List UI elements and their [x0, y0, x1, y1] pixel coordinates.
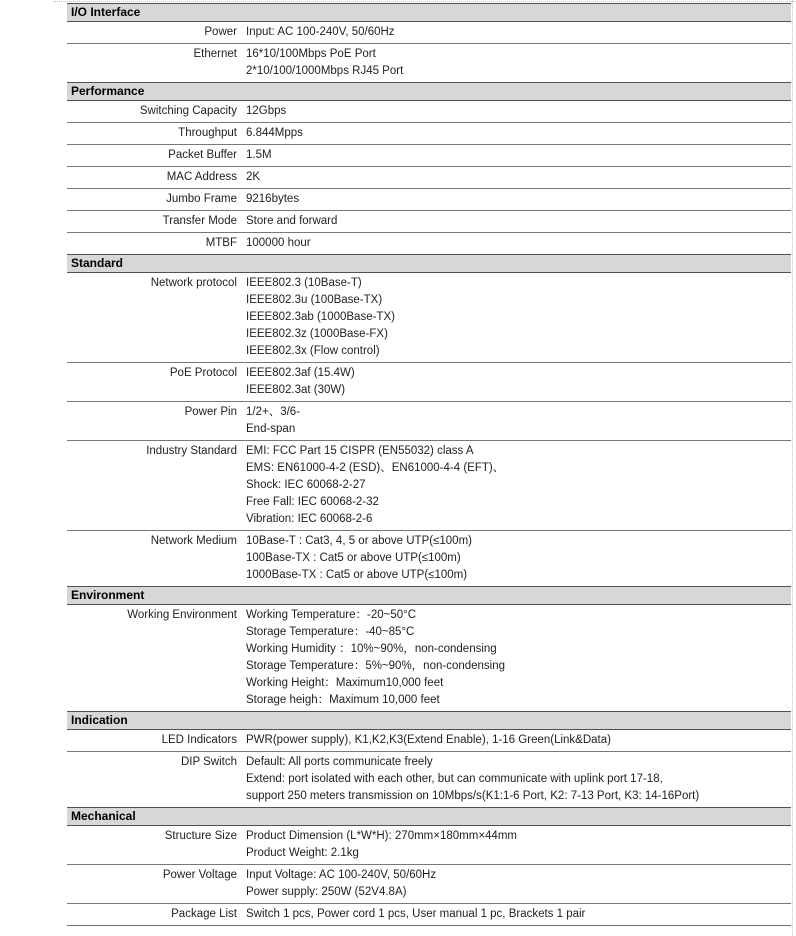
spec-values: [246, 147, 791, 164]
spec-value-line: Input: AC 100-240V, 50/60Hz: [246, 26, 395, 38]
spec-values: [246, 607, 791, 709]
spec-value-line: Working Temperature：-20~50°C: [246, 609, 417, 621]
spec-row-network-medium: [67, 531, 791, 586]
spec-label: Switching Capacity: [139, 105, 237, 117]
spec-values: [246, 533, 791, 584]
spec-label: MTBF: [205, 237, 237, 249]
section-header-indication: [67, 711, 791, 730]
spec-values: [246, 443, 791, 528]
spec-label: LED Indicators: [161, 734, 237, 746]
spec-row-switching-capacity: [67, 101, 791, 123]
section-header-mechanical: [67, 807, 791, 826]
spec-values: [246, 103, 791, 120]
section-title: Mechanical: [71, 809, 136, 823]
spec-value-line: Default: All ports communicate freely: [246, 756, 433, 768]
spec-label: Ethernet: [193, 48, 237, 60]
spec-value-line: Shock: IEC 60068-2-27: [246, 479, 366, 491]
spec-values: [246, 46, 791, 80]
spec-values: [246, 191, 791, 208]
spec-value-line: Free Fall: IEC 60068-2-32: [246, 496, 379, 508]
spec-row-mtbf: [67, 233, 791, 254]
page-top-gridline: [54, 1, 796, 2]
spec-value-line: PWR(power supply), K1,K2,K3(Extend Enable), 1-16 Green(Link&Data): [246, 734, 611, 746]
spec-row-packet-buffer: [67, 145, 791, 167]
spec-label: Working Environment: [127, 609, 237, 621]
section-rows-performance: [67, 101, 791, 254]
spec-label: Network protocol: [150, 277, 237, 289]
spec-value-line: support 250 meters transmission on 10Mbps/s(K1:1-6 Port, K2: 7-13 Port, K3: 14-16Port): [246, 790, 700, 802]
section-rows-indication: [67, 730, 791, 807]
spec-label: Network Medium: [150, 535, 237, 547]
spec-label: PoE Protocol: [169, 367, 237, 379]
spec-values: [246, 275, 791, 360]
spec-values: [246, 754, 791, 805]
spec-value-line: IEEE802.3ab (1000Base-TX): [246, 311, 395, 323]
spec-label: MAC Address: [166, 171, 237, 183]
spec-row-working-environment: [67, 605, 791, 711]
spec-value-line: IEEE802.3x (Flow control): [246, 345, 380, 357]
spec-value-line: IEEE802.3z (1000Base-FX): [246, 328, 388, 340]
section-title: I/O Interface: [71, 5, 141, 19]
spec-values: [246, 404, 791, 438]
spec-row-power-voltage: [67, 865, 791, 904]
spec-value-line: Vibration: IEC 60068-2-6: [246, 513, 373, 525]
spec-value-line: Power supply: 250W (52V4.8A): [246, 886, 407, 898]
spec-value-line: 1/2+、3/6-: [246, 406, 301, 418]
spec-value-line: 100000 hour: [246, 237, 311, 249]
spec-value-line: Working Humidity ：10%~90%，non-condensing: [246, 643, 497, 655]
spec-row-package-list: [67, 904, 791, 925]
spec-row-mac-address: [67, 167, 791, 189]
section-header-i-o-interface: [67, 3, 791, 22]
spec-label: Throughput: [178, 127, 237, 139]
spec-value-line: 100Base-TX : Cat5 or above UTP(≤100m): [246, 552, 461, 564]
spec-value-line: Switch 1 pcs, Power cord 1 pcs, User manual 1 pc, Brackets 1 pair: [246, 908, 586, 920]
spec-value-line: Storage heigh：Maximum 10,000 feet: [246, 694, 440, 706]
spec-value-line: 1.5M: [246, 149, 272, 161]
spec-row-network-protocol: [67, 273, 791, 363]
spec-value-line: IEEE802.3u (100Base-TX): [246, 294, 383, 306]
section-rows-standard: [67, 273, 791, 586]
section-header-performance: [67, 82, 791, 101]
spec-row-structure-size: [67, 826, 791, 865]
spec-value-line: 1000Base-TX : Cat5 or above UTP(≤100m): [246, 569, 468, 581]
spec-value-line: 9216bytes: [246, 193, 300, 205]
spec-label: Industry Standard: [146, 445, 237, 457]
spec-value-line: IEEE802.3 (10Base-T): [246, 277, 362, 289]
section-rows-environment: [67, 605, 791, 711]
spec-value-line: Extend: port isolated with each other, but can communicate with uplink port 17-18,: [246, 773, 663, 785]
spec-row-jumbo-frame: [67, 189, 791, 211]
spec-value-line: 2K: [246, 171, 261, 183]
spec-value-line: Input Voltage: AC 100-240V, 50/60Hz: [246, 869, 437, 881]
section-rows-mechanical: [67, 826, 791, 925]
spec-value-line: End-span: [246, 423, 296, 435]
spec-label: Structure Size: [164, 830, 237, 842]
spec-row-transfer-mode: [67, 211, 791, 233]
spec-row-poe-protocol: [67, 363, 791, 402]
section-title: Environment: [71, 588, 145, 602]
section-header-standard: [67, 254, 791, 273]
spec-value-line: 2*10/100/1000Mbps RJ45 Port: [246, 65, 404, 77]
spec-values: [246, 235, 791, 252]
spec-label: DIP Switch: [180, 756, 237, 768]
spec-label: Jumbo Frame: [166, 193, 237, 205]
spec-row-power: [67, 22, 791, 44]
spec-table: [67, 3, 791, 926]
spec-value-line: Storage Temperature：5%~90%，non-condensing: [246, 660, 506, 672]
spec-values: [246, 828, 791, 862]
spec-row-power-pin: [67, 402, 791, 441]
spec-value-line: EMS: EN61000-4-2 (ESD)、EN61000-4-4 (EFT)、: [246, 462, 505, 474]
spec-row-ethernet: [67, 44, 791, 82]
spec-values: [246, 365, 791, 399]
page-right-gridline: [792, 0, 793, 936]
spec-label: Power: [204, 26, 237, 38]
spec-values: [246, 169, 791, 186]
spec-values: [246, 732, 791, 749]
spec-row-industry-standard: [67, 441, 791, 531]
spec-value-line: Working Height：Maximum10,000 feet: [246, 677, 444, 689]
section-title: Performance: [71, 84, 145, 98]
section-title: Indication: [71, 713, 128, 727]
spec-row-dip-switch: [67, 752, 791, 807]
spec-value-line: Store and forward: [246, 215, 338, 227]
spec-values: [246, 867, 791, 901]
spec-values: [246, 24, 791, 41]
spec-label: Power Pin: [184, 406, 237, 418]
spec-values: [246, 125, 791, 142]
section-header-environment: [67, 586, 791, 605]
spec-label: Package List: [171, 908, 237, 920]
section-rows-i-o-interface: [67, 22, 791, 82]
spec-label: Power Voltage: [162, 869, 237, 881]
section-title: Standard: [71, 256, 124, 270]
spec-label: Packet Buffer: [168, 149, 237, 161]
spec-label: Transfer Mode: [162, 215, 237, 227]
spec-value-line: Product Weight: 2.1kg: [246, 847, 359, 859]
spec-value-line: 16*10/100Mbps PoE Port: [246, 48, 376, 60]
spec-values: [246, 213, 791, 230]
spec-value-line: Product Dimension (L*W*H): 270mm×180mm×44mm: [246, 830, 517, 842]
spec-value-line: 12Gbps: [246, 105, 287, 117]
spec-value-line: IEEE802.3at (30W): [246, 384, 346, 396]
spec-value-line: 6.844Mpps: [246, 127, 303, 139]
spec-value-line: 10Base-T : Cat3, 4, 5 or above UTP(≤100m): [246, 535, 472, 547]
spec-value-line: IEEE802.3af (15.4W): [246, 367, 355, 379]
spec-value-line: Storage Temperature：-40~85°C: [246, 626, 415, 638]
spec-row-throughput: [67, 123, 791, 145]
spec-value-line: EMI: FCC Part 15 CISPR (EN55032) class A: [246, 445, 474, 457]
spec-row-led-indicators: [67, 730, 791, 752]
spec-values: [246, 906, 791, 923]
